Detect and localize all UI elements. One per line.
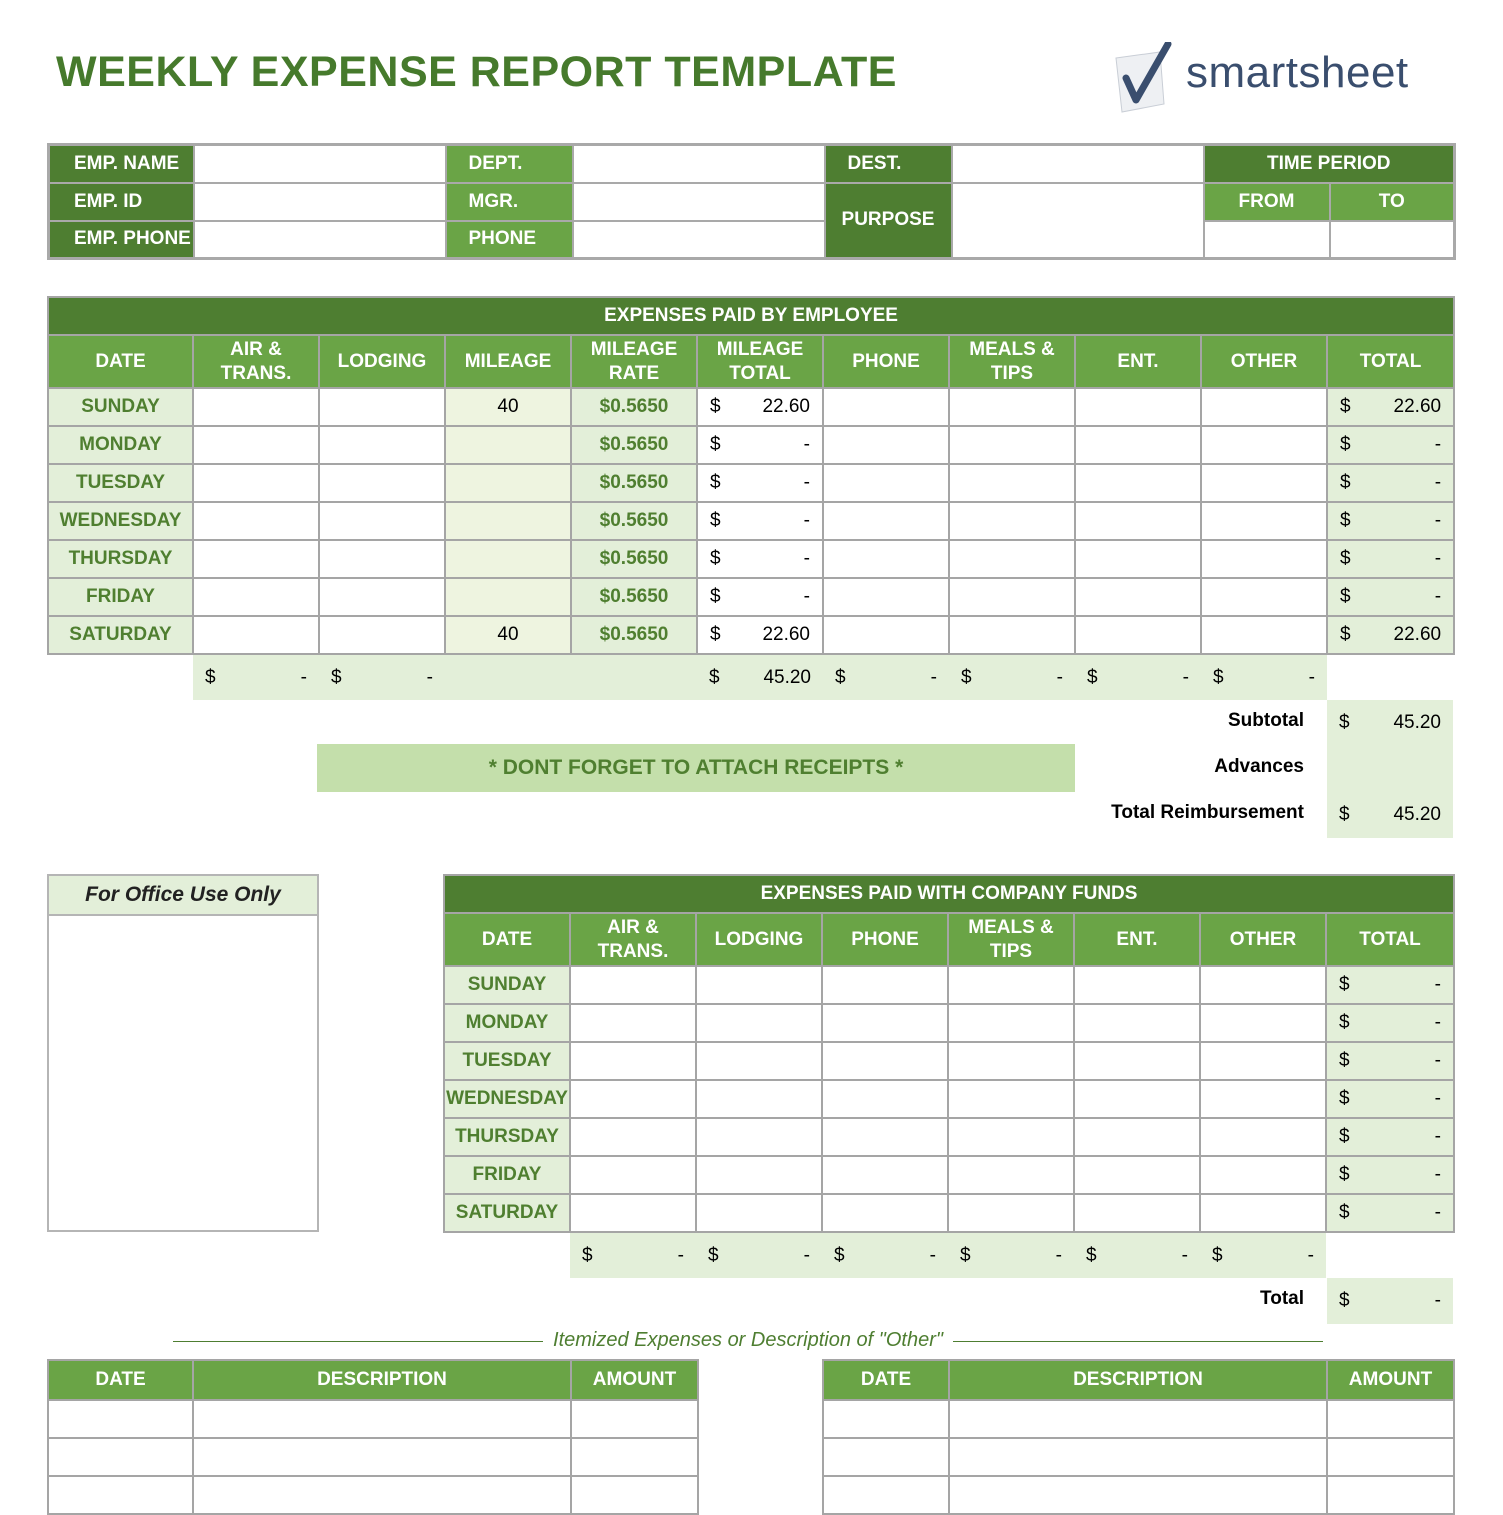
office-use-title: For Office Use Only <box>49 876 317 916</box>
row-total-cell <box>1326 1042 1454 1080</box>
company-col-header: OTHER <box>1200 913 1326 966</box>
mileage-total-cell <box>697 540 823 578</box>
sum-spacer <box>48 654 193 700</box>
phone-cell[interactable] <box>822 1118 948 1156</box>
employee-col-header: LODGING <box>319 335 445 388</box>
meals-tips-cell[interactable] <box>948 1194 1074 1232</box>
phone-cell[interactable] <box>823 540 949 578</box>
row-total-value: $ - <box>1339 1126 1441 1147</box>
itemized-cell[interactable] <box>571 1476 698 1514</box>
time-period-label: TIME PERIOD <box>1204 145 1455 183</box>
lodging-cell[interactable] <box>319 388 445 426</box>
checkmark-icon <box>1112 42 1178 118</box>
ent-cell[interactable] <box>1075 426 1201 464</box>
mileage-rate-cell: $0.5650 <box>571 540 697 578</box>
other-cell[interactable] <box>1201 464 1327 502</box>
itemized-cell[interactable] <box>1327 1438 1454 1476</box>
ent-cell[interactable] <box>1074 1004 1200 1042</box>
row-total-cell <box>1326 1080 1454 1118</box>
mileage-total-cell <box>697 616 823 654</box>
advances-label: Advances <box>1214 756 1304 777</box>
table-row <box>48 578 1454 616</box>
phone-cell[interactable] <box>822 1156 948 1194</box>
air-trans-cell[interactable] <box>193 616 319 654</box>
employee-col-header: AIR & TRANS. <box>193 335 319 388</box>
company-col-header: PHONE <box>822 913 948 966</box>
table-row <box>444 1194 1454 1232</box>
air-trans-cell[interactable] <box>570 1118 696 1156</box>
itemized-cell[interactable] <box>949 1476 1327 1514</box>
sum-lodging <box>319 654 445 700</box>
day-label: TUESDAY <box>48 464 193 502</box>
itemized-cell[interactable] <box>193 1476 571 1514</box>
company-col-header: DATE <box>444 913 570 966</box>
subtotal-value: $ 45.20 <box>1339 712 1441 733</box>
itemized-cell[interactable] <box>48 1476 193 1514</box>
sum-value: $ 45.20 <box>709 666 811 688</box>
company-sum-cell <box>570 1232 696 1278</box>
company-total-value: $ - <box>1327 1278 1453 1324</box>
mileage-total-cell <box>697 388 823 426</box>
air-trans-cell[interactable] <box>193 464 319 502</box>
purpose-label: PURPOSE <box>825 183 952 259</box>
sum-other <box>1201 654 1327 700</box>
phone-cell[interactable] <box>823 388 949 426</box>
air-trans-cell[interactable] <box>570 1156 696 1194</box>
day-label: FRIDAY <box>444 1156 570 1194</box>
smartsheet-logo <box>1112 38 1452 118</box>
company-sum-cell <box>696 1232 822 1278</box>
meals-tips-cell[interactable] <box>949 388 1075 426</box>
other-cell[interactable] <box>1200 1042 1326 1080</box>
meals-tips-cell[interactable] <box>948 1118 1074 1156</box>
row-total-value: $ - <box>1339 1202 1441 1223</box>
lodging-cell[interactable] <box>319 578 445 616</box>
sum-value: $ - <box>835 666 937 688</box>
company-expenses-table <box>443 874 1455 1278</box>
itemized-amount-header: AMOUNT <box>571 1360 698 1400</box>
lodging-cell[interactable] <box>696 1004 822 1042</box>
ent-cell[interactable] <box>1074 1118 1200 1156</box>
table-row <box>48 464 1454 502</box>
mileage-rate-cell: $0.5650 <box>571 616 697 654</box>
other-cell[interactable] <box>1201 426 1327 464</box>
itemized-description-header: DESCRIPTION <box>193 1360 571 1400</box>
other-cell[interactable] <box>1200 1080 1326 1118</box>
sum-air <box>193 654 319 700</box>
mileage-total-value: $ - <box>710 586 810 607</box>
mileage-total-cell <box>697 502 823 540</box>
row-total-cell <box>1326 1004 1454 1042</box>
advances-value[interactable] <box>1327 746 1453 792</box>
company-expenses-title: EXPENSES PAID WITH COMPANY FUNDS <box>444 875 1454 913</box>
air-trans-cell[interactable] <box>570 1004 696 1042</box>
day-label: MONDAY <box>444 1004 570 1042</box>
ent-cell[interactable] <box>1075 540 1201 578</box>
ent-cell[interactable] <box>1074 1156 1200 1194</box>
ent-cell[interactable] <box>1074 1194 1200 1232</box>
employee-col-header: MILEAGE RATE <box>571 335 697 388</box>
table-row <box>48 616 1454 654</box>
mileage-cell[interactable]: 40 <box>445 388 571 426</box>
row-total-value: $ - <box>1339 1012 1441 1033</box>
row-total-cell <box>1327 426 1454 464</box>
mileage-total-value: $ - <box>710 548 810 569</box>
sum-value: $ - <box>1213 666 1315 688</box>
air-trans-cell[interactable] <box>193 578 319 616</box>
row-total-value: $ - <box>1339 1088 1441 1109</box>
itemized-description-header: DESCRIPTION <box>949 1360 1327 1400</box>
subtotal-label: Subtotal <box>1228 710 1304 731</box>
other-cell[interactable] <box>1200 1004 1326 1042</box>
row-total-cell <box>1327 540 1454 578</box>
row-total-cell <box>1326 1194 1454 1232</box>
row-total-value: $ - <box>1339 1164 1441 1185</box>
lodging-cell[interactable] <box>696 1118 822 1156</box>
company-sum-cell <box>822 1232 948 1278</box>
itemized-date-header: DATE <box>823 1360 949 1400</box>
itemized-cell[interactable] <box>1327 1476 1454 1514</box>
itemized-cell[interactable] <box>48 1400 193 1438</box>
employee-info-table <box>47 143 1456 260</box>
itemized-cell[interactable] <box>571 1438 698 1476</box>
row-total-cell <box>1327 578 1454 616</box>
row-total-value: $ - <box>1340 510 1442 531</box>
emp-phone-label: EMP. PHONE <box>49 221 194 259</box>
employee-expenses-table <box>47 296 1455 700</box>
itemized-caption-text: Itemized Expenses or Description of "Other" <box>543 1329 953 1351</box>
lodging-cell[interactable] <box>319 540 445 578</box>
phone-cell[interactable] <box>823 426 949 464</box>
sum-value: $ - <box>961 666 1063 688</box>
mileage-cell[interactable] <box>445 578 571 616</box>
employee-col-header: MEALS & TIPS <box>949 335 1075 388</box>
table-row <box>444 966 1454 1004</box>
ent-cell[interactable] <box>1074 1042 1200 1080</box>
emp-phone-input[interactable] <box>194 221 446 259</box>
phone-cell[interactable] <box>822 1194 948 1232</box>
meals-tips-cell[interactable] <box>949 464 1075 502</box>
emp-id-label: EMP. ID <box>49 183 194 221</box>
mileage-total-value: $ 22.60 <box>710 624 810 645</box>
mileage-cell[interactable] <box>445 464 571 502</box>
row-total-value: $ 22.60 <box>1340 624 1442 645</box>
employee-col-header: TOTAL <box>1327 335 1454 388</box>
lodging-cell[interactable] <box>319 502 445 540</box>
phone-cell[interactable] <box>823 616 949 654</box>
day-label: THURSDAY <box>444 1118 570 1156</box>
employee-col-header: PHONE <box>823 335 949 388</box>
day-label: SATURDAY <box>48 616 193 654</box>
air-trans-cell[interactable] <box>193 426 319 464</box>
other-cell[interactable] <box>1201 388 1327 426</box>
dest-input[interactable] <box>952 145 1204 183</box>
row-total-cell <box>1327 388 1454 426</box>
mileage-rate-cell: $0.5650 <box>571 464 697 502</box>
sum-ent <box>1075 654 1201 700</box>
day-label: WEDNESDAY <box>444 1080 570 1118</box>
phone-label: PHONE <box>446 221 573 259</box>
page-title: WEEKLY EXPENSE REPORT TEMPLATE <box>56 48 897 96</box>
ent-cell[interactable] <box>1075 464 1201 502</box>
mileage-total-cell <box>697 426 823 464</box>
row-total-value: $ - <box>1339 974 1441 995</box>
mileage-cell[interactable]: 40 <box>445 616 571 654</box>
company-sum-cell <box>948 1232 1074 1278</box>
sum-value: $ - <box>960 1244 1062 1266</box>
company-col-header: AIR & TRANS. <box>570 913 696 966</box>
dept-input[interactable] <box>573 145 825 183</box>
air-trans-cell[interactable] <box>570 1042 696 1080</box>
itemized-cell[interactable] <box>823 1438 949 1476</box>
to-label: TO <box>1330 183 1455 221</box>
day-label: SUNDAY <box>48 388 193 426</box>
other-cell[interactable] <box>1200 1118 1326 1156</box>
employee-col-header: DATE <box>48 335 193 388</box>
row-total-cell <box>1326 966 1454 1004</box>
logo-wordmark: smartsheet <box>1186 48 1409 97</box>
sum-blank <box>445 654 697 700</box>
lodging-cell[interactable] <box>696 1080 822 1118</box>
row-total-value: $ - <box>1340 434 1442 455</box>
from-label: FROM <box>1204 183 1330 221</box>
table-row <box>444 1042 1454 1080</box>
row-total-cell <box>1327 616 1454 654</box>
employee-col-header: MILEAGE <box>445 335 571 388</box>
meals-tips-cell[interactable] <box>948 1042 1074 1080</box>
receipts-reminder: * DONT FORGET TO ATTACH RECEIPTS * <box>317 744 1075 792</box>
emp-name-input[interactable] <box>194 145 446 183</box>
employee-col-header: ENT. <box>1075 335 1201 388</box>
emp-id-input[interactable] <box>194 183 446 221</box>
other-cell[interactable] <box>1201 616 1327 654</box>
itemized-cell[interactable] <box>1327 1400 1454 1438</box>
phone-cell[interactable] <box>822 1042 948 1080</box>
meals-tips-cell[interactable] <box>949 616 1075 654</box>
row-total-value: $ - <box>1340 548 1442 569</box>
meals-tips-cell[interactable] <box>949 426 1075 464</box>
lodging-cell[interactable] <box>319 616 445 654</box>
day-label: SUNDAY <box>444 966 570 1004</box>
itemized-date-header: DATE <box>48 1360 193 1400</box>
itemized-cell[interactable] <box>823 1400 949 1438</box>
mileage-cell[interactable] <box>445 426 571 464</box>
sum-spacer <box>1326 1232 1454 1278</box>
mileage-total-value: $ 22.60 <box>710 396 810 417</box>
reimbursement-summary <box>1327 700 1453 838</box>
mileage-cell[interactable] <box>445 540 571 578</box>
ent-cell[interactable] <box>1075 578 1201 616</box>
sum-value: $ - <box>582 1244 684 1266</box>
row-total-cell <box>1327 464 1454 502</box>
day-label: MONDAY <box>48 426 193 464</box>
meals-tips-cell[interactable] <box>948 1080 1074 1118</box>
dept-label: DEPT. <box>446 145 573 183</box>
company-total-label: Total <box>1260 1288 1304 1309</box>
sum-value: $ - <box>205 666 307 688</box>
itemized-caption <box>173 1327 1323 1355</box>
day-label: TUESDAY <box>444 1042 570 1080</box>
itemized-table-right <box>822 1359 1455 1515</box>
day-label: WEDNESDAY <box>48 502 193 540</box>
itemized-cell[interactable] <box>48 1438 193 1476</box>
other-cell[interactable] <box>1201 578 1327 616</box>
itemized-table-left <box>47 1359 699 1515</box>
ent-cell[interactable] <box>1074 1080 1200 1118</box>
table-row <box>48 426 1454 464</box>
itemized-cell[interactable] <box>193 1400 571 1438</box>
row-total-cell <box>1326 1156 1454 1194</box>
column-sums-row <box>48 654 1454 700</box>
row-total-value: $ - <box>1340 472 1442 493</box>
meals-tips-cell[interactable] <box>949 502 1075 540</box>
row-total-value: $ - <box>1339 1050 1441 1071</box>
mileage-rate-cell: $0.5650 <box>571 426 697 464</box>
sum-spacer <box>444 1232 570 1278</box>
office-use-box <box>47 874 319 1232</box>
employee-col-header: OTHER <box>1201 335 1327 388</box>
mgr-input[interactable] <box>573 183 825 221</box>
sum-spacer <box>1327 654 1454 700</box>
sum-phone <box>823 654 949 700</box>
company-col-header: ENT. <box>1074 913 1200 966</box>
dest-label: DEST. <box>825 145 952 183</box>
phone-cell[interactable] <box>822 1004 948 1042</box>
ent-cell[interactable] <box>1074 966 1200 1004</box>
itemized-amount-header: AMOUNT <box>1327 1360 1454 1400</box>
air-trans-cell[interactable] <box>570 1080 696 1118</box>
sum-meals <box>949 654 1075 700</box>
mgr-label: MGR. <box>446 183 573 221</box>
to-date-input[interactable] <box>1330 221 1455 259</box>
phone-cell[interactable] <box>822 966 948 1004</box>
meals-tips-cell[interactable] <box>948 1004 1074 1042</box>
sum-value: $ - <box>1212 1244 1314 1266</box>
lodging-cell[interactable] <box>696 1156 822 1194</box>
lodging-cell[interactable] <box>319 426 445 464</box>
from-date-input[interactable] <box>1204 221 1330 259</box>
emp-name-label: EMP. NAME <box>49 145 194 183</box>
day-label: THURSDAY <box>48 540 193 578</box>
air-trans-cell[interactable] <box>193 502 319 540</box>
mileage-total-value: $ - <box>710 472 810 493</box>
sum-value: $ - <box>1086 1244 1188 1266</box>
phone-cell[interactable] <box>823 502 949 540</box>
lodging-cell[interactable] <box>319 464 445 502</box>
other-cell[interactable] <box>1201 502 1327 540</box>
sum-mileage_total <box>697 654 823 700</box>
total-reimbursement-label: Total Reimbursement <box>1111 802 1304 823</box>
row-total-value: $ 22.60 <box>1340 396 1442 417</box>
other-cell[interactable] <box>1201 540 1327 578</box>
itemized-cell[interactable] <box>949 1438 1327 1476</box>
company-col-header: TOTAL <box>1326 913 1454 966</box>
itemized-cell[interactable] <box>823 1476 949 1514</box>
meals-tips-cell[interactable] <box>949 540 1075 578</box>
company-col-header: MEALS & TIPS <box>948 913 1074 966</box>
phone-input[interactable] <box>573 221 825 259</box>
mileage-total-value: $ - <box>710 510 810 531</box>
day-label: FRIDAY <box>48 578 193 616</box>
office-use-area[interactable] <box>49 916 317 1230</box>
table-row <box>444 1156 1454 1194</box>
meals-tips-cell[interactable] <box>949 578 1075 616</box>
table-row <box>444 1080 1454 1118</box>
itemized-cell[interactable] <box>193 1438 571 1476</box>
employee-col-header: MILEAGE TOTAL <box>697 335 823 388</box>
company-sum-cell <box>1074 1232 1200 1278</box>
lodging-cell[interactable] <box>696 1194 822 1232</box>
table-row <box>48 388 1454 426</box>
day-label: SATURDAY <box>444 1194 570 1232</box>
table-row <box>444 1004 1454 1042</box>
mileage-rate-cell: $0.5650 <box>571 388 697 426</box>
phone-cell[interactable] <box>823 464 949 502</box>
other-cell[interactable] <box>1200 966 1326 1004</box>
phone-cell[interactable] <box>822 1080 948 1118</box>
row-total-cell <box>1326 1118 1454 1156</box>
mileage-cell[interactable] <box>445 502 571 540</box>
air-trans-cell[interactable] <box>193 388 319 426</box>
table-row <box>48 502 1454 540</box>
row-total-value: $ - <box>1340 586 1442 607</box>
sum-value: $ - <box>1087 666 1189 688</box>
mileage-total-cell <box>697 464 823 502</box>
air-trans-cell[interactable] <box>570 966 696 1004</box>
meals-tips-cell[interactable] <box>948 966 1074 1004</box>
mileage-rate-cell: $0.5650 <box>571 502 697 540</box>
meals-tips-cell[interactable] <box>948 1156 1074 1194</box>
mileage-rate-cell: $0.5650 <box>571 578 697 616</box>
lodging-cell[interactable] <box>696 966 822 1004</box>
air-trans-cell[interactable] <box>193 540 319 578</box>
column-sums-row <box>444 1232 1454 1278</box>
table-row <box>48 540 1454 578</box>
company-sum-cell <box>1200 1232 1326 1278</box>
mileage-total-value: $ - <box>710 434 810 455</box>
total-reimbursement-value: $ 45.20 <box>1339 804 1441 825</box>
ent-cell[interactable] <box>1075 616 1201 654</box>
employee-expenses-title: EXPENSES PAID BY EMPLOYEE <box>48 297 1454 335</box>
lodging-cell[interactable] <box>696 1042 822 1080</box>
air-trans-cell[interactable] <box>570 1194 696 1232</box>
sum-value: $ - <box>331 666 433 688</box>
itemized-cell[interactable] <box>949 1400 1327 1438</box>
sum-value: $ - <box>834 1244 936 1266</box>
table-row <box>444 1118 1454 1156</box>
mileage-total-cell <box>697 578 823 616</box>
other-cell[interactable] <box>1200 1156 1326 1194</box>
ent-cell[interactable] <box>1075 388 1201 426</box>
phone-cell[interactable] <box>823 578 949 616</box>
purpose-input[interactable] <box>952 183 1204 259</box>
ent-cell[interactable] <box>1075 502 1201 540</box>
row-total-cell <box>1327 502 1454 540</box>
company-col-header: LODGING <box>696 913 822 966</box>
other-cell[interactable] <box>1200 1194 1326 1232</box>
sum-value: $ - <box>708 1244 810 1266</box>
itemized-cell[interactable] <box>571 1400 698 1438</box>
